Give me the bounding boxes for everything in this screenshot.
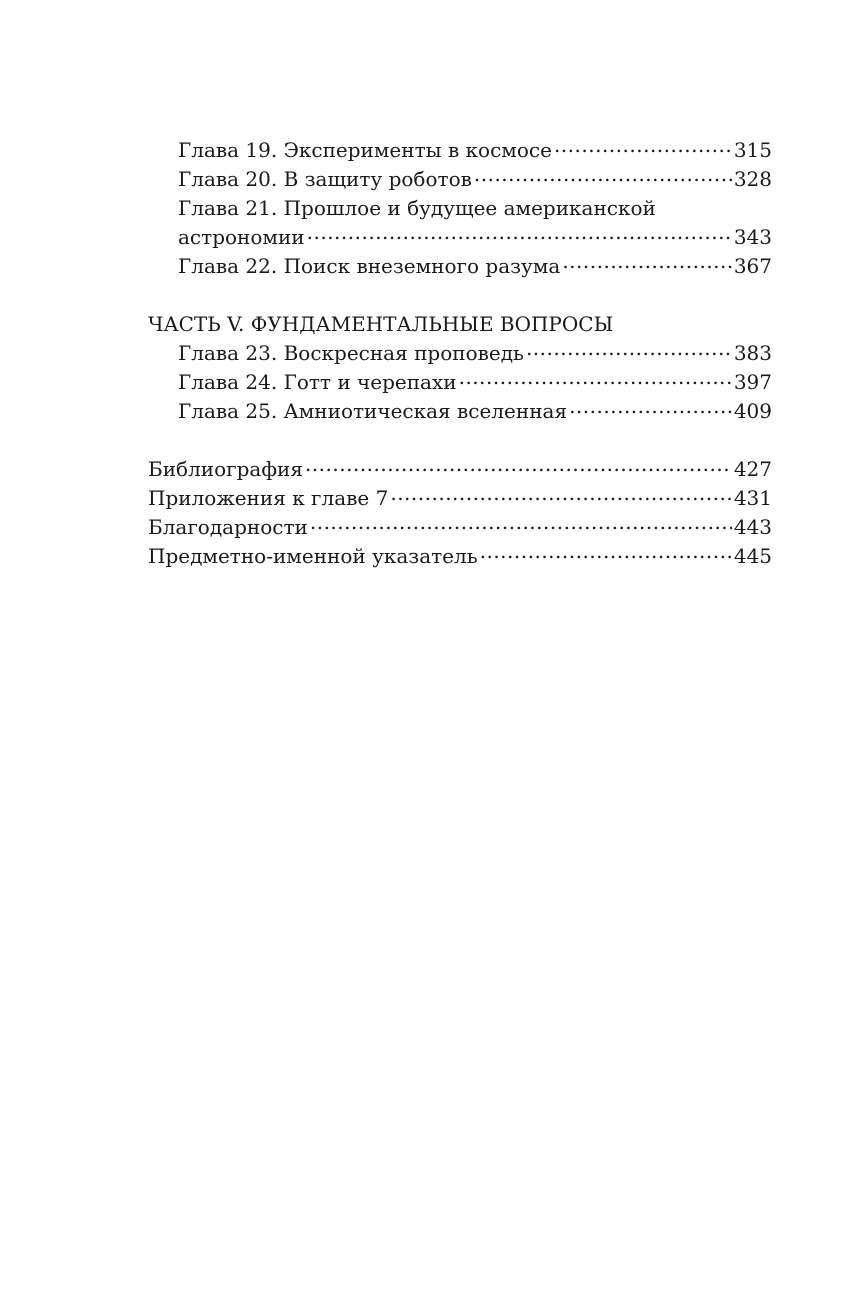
toc-entry-page: 427 xyxy=(733,457,772,481)
toc-entry-title: Благодарности xyxy=(148,515,308,539)
dot-leader xyxy=(474,166,732,186)
toc-entry-title: Глава 25. Амниотическая вселенная xyxy=(178,399,568,423)
toc-entry[interactable] xyxy=(148,397,772,426)
toc-entry-title: Глава 20. В защиту роботов xyxy=(178,167,472,191)
toc-entry-page: 343 xyxy=(733,225,772,249)
dot-leader xyxy=(480,543,732,563)
toc-entry-page: 383 xyxy=(733,341,772,365)
dot-leader xyxy=(526,340,732,360)
dot-leader xyxy=(554,137,732,157)
toc-entry[interactable] xyxy=(148,368,772,397)
dot-leader xyxy=(310,514,732,534)
toc-entry[interactable] xyxy=(148,542,772,571)
dot-leader xyxy=(562,253,732,273)
toc-entry-page: 367 xyxy=(733,254,772,278)
toc-entry[interactable] xyxy=(148,252,772,281)
toc-entry[interactable] xyxy=(148,339,772,368)
toc-entry-title: Библиография xyxy=(148,457,303,481)
dot-leader xyxy=(390,485,731,505)
toc-entry[interactable] xyxy=(148,136,772,165)
toc-entry-title: Глава 23. Воскресная проповедь xyxy=(178,341,524,365)
toc-entry[interactable] xyxy=(148,455,772,484)
toc-entry-title: Глава 19. Эксперименты в космосе xyxy=(178,138,552,162)
dot-leader xyxy=(305,456,732,476)
toc-entry-page: 397 xyxy=(733,370,772,394)
dot-leader xyxy=(569,398,732,418)
toc-entry-title: Глава 22. Поиск внеземного разума xyxy=(178,254,561,278)
section-gap xyxy=(148,426,772,455)
toc-entry-title-line1[interactable]: Глава 21. Прошлое и будущее американской xyxy=(178,196,656,220)
toc-entry[interactable] xyxy=(148,223,772,252)
toc-entry-title-line2: астрономии xyxy=(178,225,305,249)
toc-entry-page: 315 xyxy=(733,138,772,162)
dot-leader xyxy=(307,224,732,244)
toc-entry-page: 445 xyxy=(733,544,772,568)
toc-entry-page: 431 xyxy=(733,486,772,510)
toc-entry[interactable] xyxy=(148,484,772,513)
part-heading[interactable]: ЧАСТЬ V. ФУНДАМЕНТАЛЬНЫЕ ВОПРОСЫ xyxy=(148,312,614,336)
toc-entry-page: 409 xyxy=(733,399,772,423)
dot-leader xyxy=(459,369,732,389)
toc-entry-title: Приложения к главе 7 xyxy=(148,486,389,510)
toc-entry-title: Глава 24. Готт и черепахи xyxy=(178,370,457,394)
toc-entry-title: Предметно-именной указатель xyxy=(148,544,478,568)
toc-entry-page: 328 xyxy=(733,167,772,191)
toc-entry-page: 443 xyxy=(733,515,772,539)
table-of-contents xyxy=(148,136,772,571)
toc-entry[interactable] xyxy=(148,513,772,542)
toc-entry[interactable] xyxy=(148,165,772,194)
